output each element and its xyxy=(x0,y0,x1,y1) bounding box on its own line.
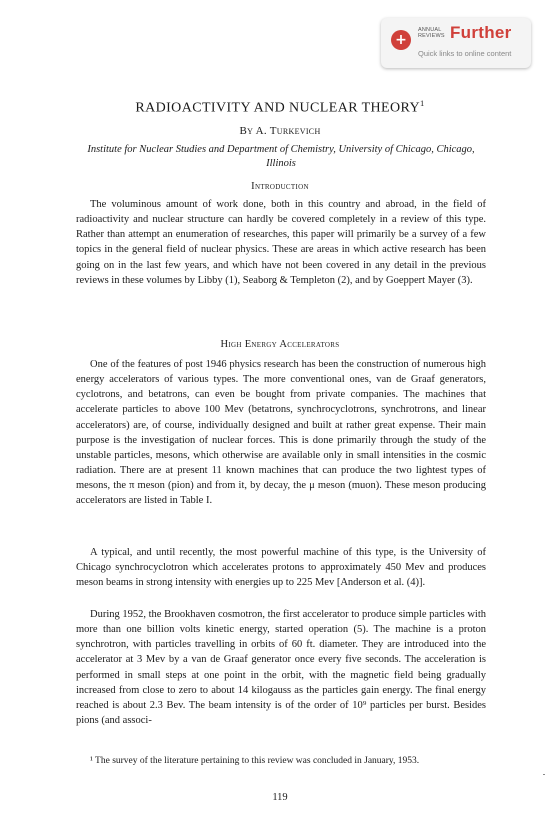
accelerators-paragraph-3: During 1952, the Brookhaven cosmotron, the first accelerator to produce simple particles with more than one billion volts kinetic energy, started operation (5). The machine is a proton synchrotron, with particles travelling in orbits of 60 ft. diameter. They are introduced into the accelerator at 3 Mev by a van de Graaf generator once every five seconds. The acceleration is performed in small steps at one point in the orbit, with the magnetic field being gradually increased from close to zero to about 14 kilogauss as the particles gain energy. The final energy reached is about 2.3 Bev. The beam intensity is of the order of 10⁹ particles per burst. Besides pions (and associ- xyxy=(76,609,486,727)
footnote: ¹ The survey of the literature pertaining to this review was concluded in January, 1953. xyxy=(90,756,420,766)
banner-tagline: Quick links to online content xyxy=(418,49,512,58)
annual-reviews-label: ANNUAL REVIEWS xyxy=(418,27,445,39)
further-links-banner[interactable] xyxy=(381,18,531,68)
intro-paragraph: The voluminous amount of work done, both in this country and abroad, in the field of radioactivity and nuclear structure can hardly be covered completely in a review of this type. Rather than attempt an enumeration of researches, this paper will primarily be a survey of a few topics in the general field of nuclear physics. These are areas in which active research has been going on in the last few years, and which have not been covered in any detail in the previous reviews in these volumes by Libby (1), Seaborg & Templeton (2), and by Goeppert Mayer (3). xyxy=(76,199,486,286)
title-footnote-mark: 1 xyxy=(419,98,425,108)
plus-icon: + xyxy=(391,30,411,50)
affiliation: Institute for Nuclear Studies and Department of Chemistry, University of Chicago, Chicago, Illinois xyxy=(87,144,475,169)
title-text: RADIOACTIVITY AND NUCLEAR THEORY xyxy=(135,100,420,116)
margin-mark xyxy=(543,774,545,775)
further-label: Further xyxy=(450,23,512,42)
article-title xyxy=(0,98,560,117)
accelerators-paragraph-2: A typical, and until recently, the most powerful machine of this type, is the University of Chicago synchrocyclotron which accelerates protons to approximately 450 Mev and produces meson beams in strong intensity with energies up to 225 Mev [Anderson et al. (4)]. xyxy=(76,547,486,589)
high-energy-accelerators-heading: High Energy Accelerators xyxy=(220,339,340,350)
author-line: By A. Turkevich xyxy=(239,125,321,137)
accelerators-paragraph-1: One of the features of post 1946 physics research has been the construction of numerous high energy accelerators of various types. The more conventional ones, van de Graaf generators, cyclotrons, and betatrons, can even be bought from private companies. The machines that accelerate particles to above 100 Mev (betatrons, synchrocyclotrons, synchrotrons, and linear accelerators) are, of course, individually designed and built at rather great expense. Their main purpose is the investigation of nuclear forces. This is done primarily through the study of the unstable particles, mesons, which otherwise are available only in small intensities in the cosmic radiation. There are at present 11 known machines that can produce the two lightest types of mesons, the π meson (pion) and from it, by decay, the μ meson (muon). These meson producing accelerators are listed in Table I. xyxy=(76,359,486,507)
introduction-heading: Introduction xyxy=(251,181,309,192)
page-number: 119 xyxy=(272,792,288,803)
